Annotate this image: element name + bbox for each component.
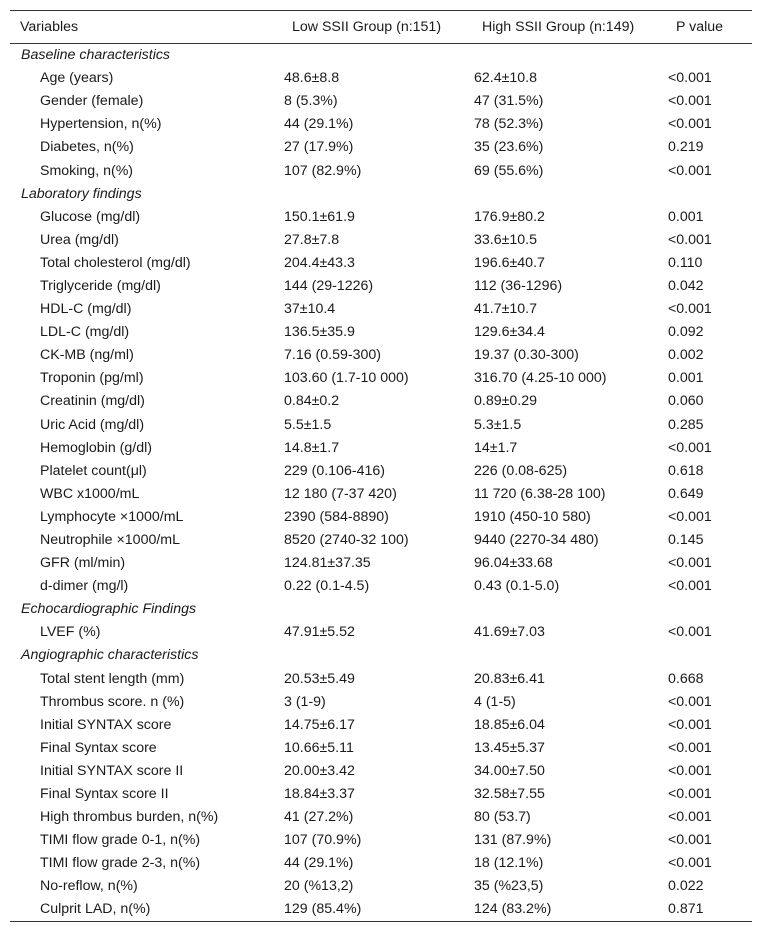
cell-p: 0.618 [668, 462, 704, 479]
cell-p: 0.110 [668, 254, 703, 271]
cell-p: <0.001 [668, 162, 712, 179]
cell-low: 107 (82.9%) [284, 162, 362, 179]
cell-p: <0.001 [668, 624, 712, 641]
cell-high: 35 (23.6%) [474, 139, 544, 156]
cell-low: 8 (5.3%) [284, 93, 338, 110]
table-row [10, 459, 752, 482]
cell-p: 0.022 [668, 878, 704, 895]
cell-variable: Hypertension, n(%) [40, 116, 162, 133]
header-high-ssii: High SSII Group (n:149) [482, 19, 635, 35]
table-row [10, 505, 752, 528]
table-row [10, 783, 752, 806]
table-row [10, 759, 752, 782]
cell-p: <0.001 [668, 716, 712, 733]
cell-low: 0.84±0.2 [284, 393, 340, 410]
cell-variable: Final Syntax score [40, 739, 157, 756]
cell-low: 107 (70.9%) [284, 832, 362, 849]
cell-high: 41.69±7.03 [474, 624, 545, 641]
header-low-ssii: Low SSII Group (n:151) [292, 19, 442, 35]
cell-high: 20.83±6.41 [474, 670, 545, 687]
section-title: Echocardiographic Findings [21, 601, 197, 618]
cell-variable: Uric Acid (mg/dl) [40, 416, 145, 433]
cell-low: 204.4±43.3 [284, 254, 355, 271]
table-row [10, 113, 752, 136]
cell-variable: TIMI flow grade 0-1, n(%) [40, 832, 201, 849]
cell-low: 136.5±35.9 [284, 324, 355, 341]
cell-high: 34.00±7.50 [474, 762, 545, 779]
cell-high: 5.3±1.5 [474, 416, 522, 433]
table-row [10, 621, 752, 644]
cell-low: 150.1±61.9 [284, 208, 355, 225]
cell-low: 14.75±6.17 [284, 716, 355, 733]
cell-p: <0.001 [668, 301, 712, 318]
cell-low: 47.91±5.52 [284, 624, 355, 641]
table-body [10, 44, 752, 922]
cell-high: 47 (31.5%) [474, 93, 544, 110]
table-row [10, 829, 752, 852]
table-row [10, 436, 752, 459]
section-header-row [10, 644, 752, 667]
cell-p: 0.649 [668, 485, 704, 502]
cell-low: 48.6±8.8 [284, 70, 340, 87]
cell-high: 33.6±10.5 [474, 231, 538, 248]
cell-low: 12 180 (7-37 420) [284, 485, 397, 502]
cell-low: 14.8±1.7 [284, 439, 340, 456]
cell-variable: Initial SYNTAX score II [40, 762, 184, 779]
cell-variable: Hemoglobin (g/dl) [40, 439, 152, 456]
cell-low: 8520 (2740-32 100) [284, 532, 409, 549]
cell-low: 3 (1-9) [284, 693, 326, 710]
cell-p: 0.001 [668, 370, 704, 387]
cell-low: 20.00±3.42 [284, 762, 355, 779]
section-header-row [10, 44, 752, 67]
cell-variable: Thrombus score. n (%) [40, 693, 185, 710]
table-row [10, 390, 752, 413]
cell-high: 9440 (2270-34 480) [474, 532, 599, 549]
cell-variable: Lymphocyte ×1000/mL [40, 508, 184, 525]
cell-p: <0.001 [668, 832, 712, 849]
cell-variable: d-dimer (mg/l) [40, 578, 129, 595]
cell-high: 131 (87.9%) [474, 832, 552, 849]
cell-p: <0.001 [668, 855, 712, 872]
cell-p: <0.001 [668, 508, 712, 525]
cell-variable: GFR (ml/min) [40, 555, 126, 572]
cell-variable: Platelet count(μl) [40, 462, 147, 479]
table-row [10, 413, 752, 436]
table-row [10, 806, 752, 829]
cell-p: 0.285 [668, 416, 704, 433]
table-row [10, 205, 752, 228]
cell-p: 0.002 [668, 347, 704, 364]
cell-low: 5.5±1.5 [284, 416, 332, 433]
table-row [10, 667, 752, 690]
cell-variable: TIMI flow grade 2-3, n(%) [40, 855, 201, 872]
cell-low: 44 (29.1%) [284, 855, 354, 872]
table-row [10, 690, 752, 713]
cell-low: 0.22 (0.1-4.5) [284, 578, 370, 595]
cell-low: 27 (17.9%) [284, 139, 354, 156]
table-row [10, 159, 752, 182]
cell-variable: WBC x1000/mL [40, 485, 140, 502]
cell-variable: Final Syntax score II [40, 786, 169, 803]
cell-p: <0.001 [668, 439, 712, 456]
cell-high: 69 (55.6%) [474, 162, 544, 179]
cell-low: 103.60 (1.7-10 000) [284, 370, 409, 387]
table-row [10, 575, 752, 598]
cell-high: 32.58±7.55 [474, 786, 545, 803]
table-row [10, 90, 752, 113]
cell-high: 35 (%23,5) [474, 878, 544, 895]
cell-variable: Total cholesterol (mg/dl) [40, 254, 191, 271]
cell-high: 196.6±40.7 [474, 254, 545, 271]
cell-low: 10.66±5.11 [284, 739, 354, 756]
cell-p: <0.001 [668, 786, 712, 803]
cell-p: 0.145 [668, 532, 704, 549]
cell-variable: Culprit LAD, n(%) [40, 901, 151, 918]
cell-high: 80 (53.7) [474, 809, 531, 826]
cell-high: 124 (83.2%) [474, 901, 552, 918]
section-title: Baseline characteristics [21, 47, 171, 64]
cell-low: 129 (85.4%) [284, 901, 362, 918]
cell-p: <0.001 [668, 693, 712, 710]
cell-variable: HDL-C (mg/dl) [40, 301, 132, 318]
table-row [10, 713, 752, 736]
cell-high: 0.89±0.29 [474, 393, 538, 410]
cell-p: 0.092 [668, 324, 704, 341]
cell-high: 0.43 (0.1-5.0) [474, 578, 560, 595]
section-title: Angiographic characteristics [21, 647, 199, 664]
cell-variable: Diabetes, n(%) [40, 139, 134, 156]
table-row [10, 528, 752, 551]
cell-low: 27.8±7.8 [284, 231, 340, 248]
cell-high: 129.6±34.4 [474, 324, 545, 341]
cell-p: <0.001 [668, 762, 712, 779]
table-row [10, 274, 752, 297]
cell-variable: Triglyceride (mg/dl) [40, 277, 161, 294]
cell-p: <0.001 [668, 809, 712, 826]
section-header-row [10, 182, 752, 205]
cell-low: 144 (29-1226) [284, 277, 374, 294]
table-header [10, 11, 752, 44]
table-row [10, 482, 752, 505]
cell-variable: Troponin (pg/ml) [40, 370, 144, 387]
cell-high: 18 (12.1%) [474, 855, 544, 872]
cell-high: 11 720 (6.38-28 100) [474, 485, 606, 502]
cell-variable: Urea (mg/dl) [40, 231, 119, 248]
cell-p: <0.001 [668, 70, 712, 87]
results-table [10, 10, 752, 922]
table-row [10, 898, 752, 921]
cell-variable: CK-MB (ng/ml) [40, 347, 134, 364]
cell-high: 14±1.7 [474, 439, 518, 456]
cell-high: 1910 (450-10 580) [474, 508, 591, 525]
header-variables: Variables [20, 19, 79, 35]
header-p-value: P value [676, 19, 724, 35]
cell-high: 19.37 (0.30-300) [474, 347, 579, 364]
cell-variable: Gender (female) [40, 93, 144, 110]
section-header-row [10, 598, 752, 621]
cell-p: 0.001 [668, 208, 704, 225]
table-row [10, 367, 752, 390]
cell-p: <0.001 [668, 231, 712, 248]
cell-variable: High thrombus burden, n(%) [40, 809, 219, 826]
cell-variable: LVEF (%) [40, 624, 101, 641]
cell-p: <0.001 [668, 93, 712, 110]
cell-low: 20.53±5.49 [284, 670, 355, 687]
cell-high: 62.4±10.8 [474, 70, 538, 87]
cell-high: 18.85±6.04 [474, 716, 545, 733]
cell-high: 112 (36-1296) [474, 277, 563, 294]
cell-high: 96.04±33.68 [474, 555, 553, 572]
cell-low: 7.16 (0.59-300) [284, 347, 382, 364]
cell-high: 13.45±5.37 [474, 739, 545, 756]
cell-high: 226 (0.08-625) [474, 462, 568, 479]
cell-high: 4 (1-5) [474, 693, 516, 710]
cell-low: 44 (29.1%) [284, 116, 354, 133]
cell-p: <0.001 [668, 739, 712, 756]
cell-p: 0.219 [668, 139, 704, 156]
cell-low: 124.81±37.35 [284, 555, 371, 572]
table-row [10, 852, 752, 875]
cell-low: 20 (%13,2) [284, 878, 354, 895]
cell-variable: LDL-C (mg/dl) [40, 324, 130, 341]
cell-low: 37±10.4 [284, 301, 336, 318]
cell-high: 176.9±80.2 [474, 208, 545, 225]
table-row [10, 251, 752, 274]
table-row [10, 875, 752, 898]
table-row [10, 298, 752, 321]
cell-variable: Creatinin (mg/dl) [40, 393, 145, 410]
cell-variable: Glucose (mg/dl) [40, 208, 141, 225]
cell-p: 0.871 [668, 901, 704, 918]
cell-p: 0.060 [668, 393, 704, 410]
section-title: Laboratory findings [21, 185, 142, 202]
cell-variable: Neutrophile ×1000/mL [40, 532, 180, 549]
cell-variable: Initial SYNTAX score [40, 716, 172, 733]
cell-low: 41 (27.2%) [284, 809, 354, 826]
table-row [10, 228, 752, 251]
table-row [10, 344, 752, 367]
cell-high: 316.70 (4.25-10 000) [474, 370, 607, 387]
cell-variable: No-reflow, n(%) [40, 878, 138, 895]
cell-low: 18.84±3.37 [284, 786, 355, 803]
cell-high: 41.7±10.7 [474, 301, 538, 318]
cell-p: <0.001 [668, 555, 712, 572]
cell-variable: Age (years) [40, 70, 114, 87]
cell-p: 0.042 [668, 277, 704, 294]
table-row [10, 136, 752, 159]
table-row [10, 321, 752, 344]
cell-p: <0.001 [668, 116, 712, 133]
cell-low: 229 (0.106-416) [284, 462, 385, 479]
header-row [10, 11, 752, 44]
cell-high: 78 (52.3%) [474, 116, 544, 133]
table-row [10, 67, 752, 90]
table-row [10, 736, 752, 759]
cell-variable: Total stent length (mm) [40, 670, 185, 687]
cell-p: <0.001 [668, 578, 712, 595]
cell-variable: Smoking, n(%) [40, 162, 134, 179]
cell-low: 2390 (584-8890) [284, 508, 389, 525]
table-row [10, 552, 752, 575]
cell-p: 0.668 [668, 670, 704, 687]
